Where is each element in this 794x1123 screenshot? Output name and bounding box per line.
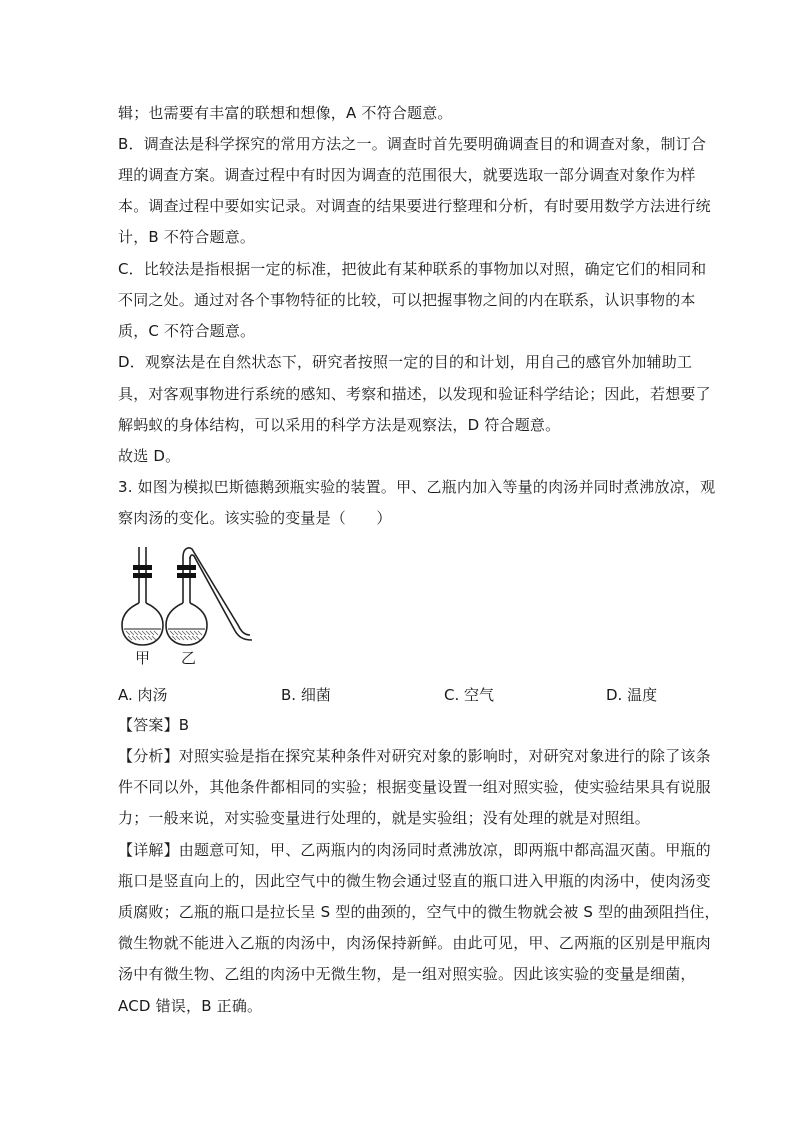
detail-text: 汤中有微生物、乙组的肉汤中无微生物，是一组对照实验。因此该实验的变量是细菌， <box>118 965 696 983</box>
detail-text: 质腐败；乙瓶的瓶口是拉长呈 S 型的曲颈的，空气中的微生物就会被 S 型的曲颈阻挡住， <box>118 903 720 921</box>
question-stem: 3. 如图为模拟巴斯德鹅颈瓶实验的装置。甲、乙瓶内加入等量的肉汤并同时煮沸放凉，观 <box>118 478 716 496</box>
option-d: D. 温度 <box>606 686 658 704</box>
text-line: 理的调查方案。调查过程中有时因为调查的范围很大，就要选取一部分调查对象作为样 <box>118 166 696 184</box>
analysis-text: 力；一般来说，对实验变量进行处理的，就是实验组；没有处理的就是对照组。 <box>118 809 651 827</box>
text-line: 具，对客观事物进行系统的感知、考察和描述，以发现和验证科学结论；因此，若想要了 <box>118 385 711 403</box>
option-b: B. 细菌 <box>281 686 331 704</box>
text-line: B．调查法是科学探究的常用方法之一。调查时首先要明确调查目的和调查对象，制订合 <box>118 135 707 153</box>
detail-text: 【详解】由题意可知，甲、乙两瓶内的肉汤同时煮沸放凉，即两瓶中都高温灭菌。甲瓶的 <box>118 841 711 859</box>
text-line: 本。调查过程中要如实记录。对调查的结果要进行整理和分析，有时要用数学方法进行统 <box>118 197 711 215</box>
flask-apparatus-icon <box>118 543 258 648</box>
text-line: 质，C 不符合题意。 <box>118 322 256 340</box>
flask-label-yi: 乙 <box>181 649 197 667</box>
analysis-text: 【分析】对照实验是指在探究某种条件对研究对象的影响时，对研究对象进行的除了该条 <box>118 747 711 765</box>
answer-line: 【答案】B <box>118 716 190 734</box>
text-line: 辑；也需要有丰富的联想和想像，A 不符合题意。 <box>118 104 453 122</box>
flask-label-jia: 甲 <box>135 649 151 667</box>
question-stem: 察肉汤的变化。该实验的变量是（ ） <box>118 509 392 527</box>
analysis-text: 件不同以外，其他条件都相同的实验；根据变量设置一组对照实验，使实验结果具有说服 <box>118 778 711 796</box>
detail-text: 瓶口是竖直向上的，因此空气中的微生物会通过竖直的瓶口进入甲瓶的肉汤中，使肉汤变 <box>118 872 711 890</box>
text-line: 计，B 不符合题意。 <box>118 228 256 246</box>
text-line: 不同之处。通过对各个事物特征的比较，可以把握事物之间的内在联系，认识事物的本 <box>118 291 696 309</box>
swan-neck-flask-figure <box>118 543 258 668</box>
text-line: 故选 D。 <box>118 447 181 465</box>
text-line: D．观察法是在自然状态下，研究者按照一定的目的和计划，用自己的感官外加辅助工 <box>118 353 693 371</box>
option-c: C. 空气 <box>444 686 495 704</box>
detail-text: 微生物就不能进入乙瓶的肉汤中，肉汤保持新鲜。由此可见，甲、乙两瓶的区别是甲瓶肉 <box>118 934 711 952</box>
option-a: A. 肉汤 <box>118 686 168 704</box>
text-line: C．比较法是指根据一定的标准，把彼此有某种联系的事物加以对照，确定它们的相同和 <box>118 260 707 278</box>
detail-text: ACD 错误，B 正确。 <box>118 997 263 1015</box>
text-line: 解蚂蚁的身体结构，可以采用的科学方法是观察法，D 符合题意。 <box>118 416 561 434</box>
